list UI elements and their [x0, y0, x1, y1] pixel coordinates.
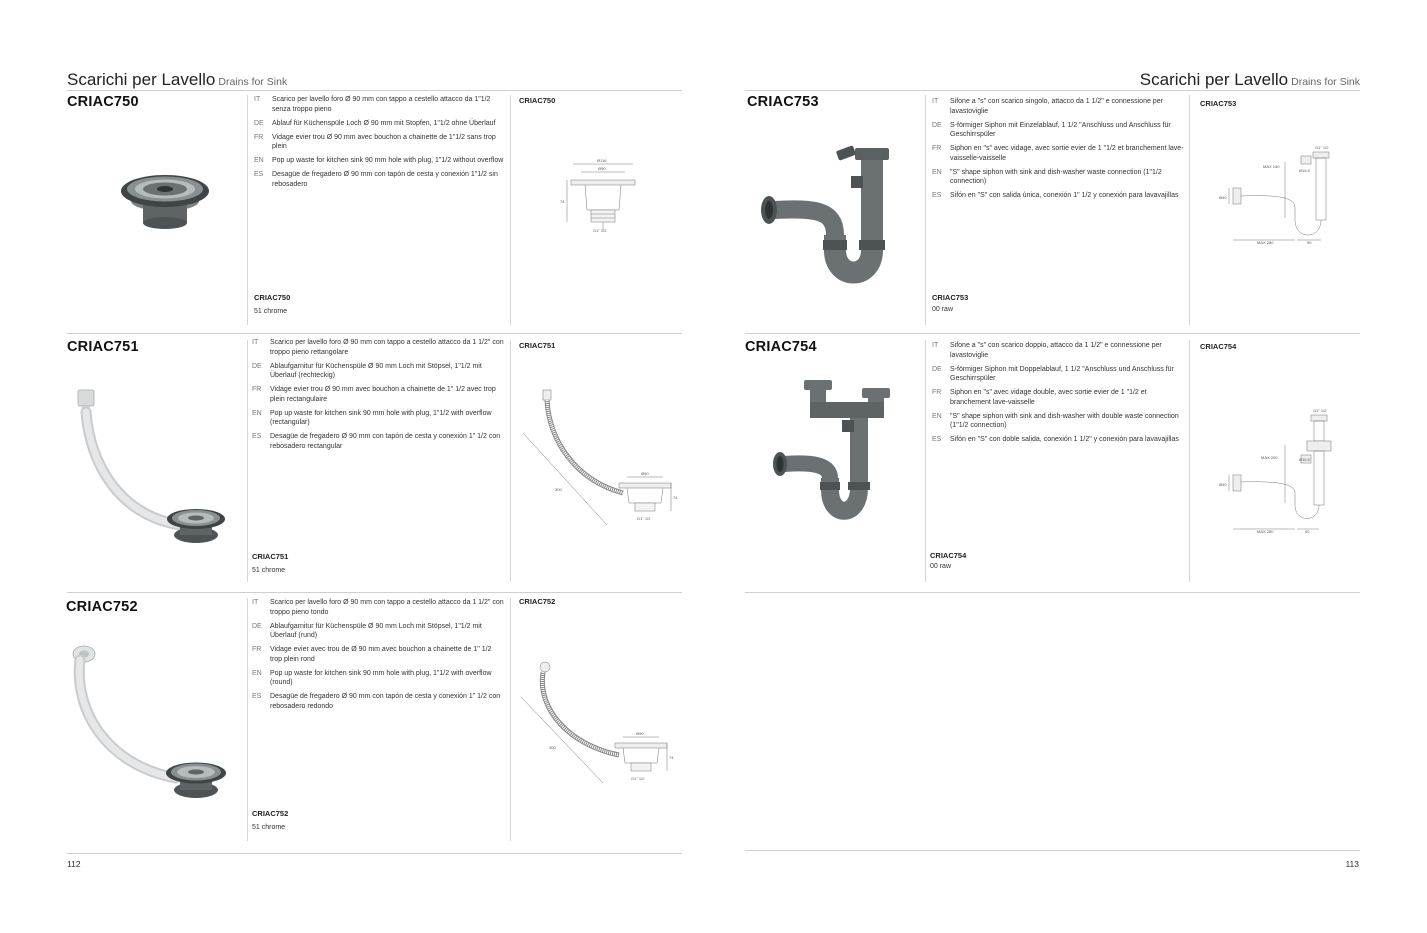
desc-text: S-förmiger Siphon mit Doppelablauf, 1 1/2 "Anschluss und Anschluss für Geschirrspüler: [950, 365, 1174, 383]
left-title-text: Scarichi per Lavello: [67, 70, 216, 89]
product-code-heading: CRIAC752: [66, 599, 138, 615]
column-divider: [925, 340, 926, 582]
desc-text: Desagüe de fregadero Ø 90 mm con tapón de cesta y conexión 1" 1/2 con rebosadero redondo: [270, 693, 501, 710]
right-footer-rule: [745, 850, 1360, 851]
desc-line: [932, 168, 1184, 187]
column-divider: [247, 598, 248, 841]
desc-text: Scarico per lavello foro Ø 90 mm con tappo a cestello attacco da 1 1/2" con troppo pieno tondo: [270, 599, 504, 616]
lang-code: IT: [252, 339, 259, 346]
product-code-label: CRIAC753: [932, 293, 969, 302]
dim-label: 74: [560, 199, 565, 204]
desc-line: [254, 170, 506, 189]
lang-code: DE: [252, 362, 262, 370]
dim-label: 74: [673, 495, 678, 500]
desc-line: [932, 388, 1184, 407]
product-description: [932, 97, 1184, 205]
row-divider: [745, 592, 1360, 593]
desc-line: [254, 95, 506, 114]
row-divider: [67, 592, 682, 593]
left-page-title: [67, 70, 287, 90]
desc-line: [254, 156, 506, 166]
lang-code: ES: [932, 436, 942, 444]
lang-code: IT: [254, 96, 261, 103]
dim-label: G1" 1/2: [1315, 145, 1329, 150]
dim-label: G1" 1/2: [1313, 408, 1327, 413]
desc-line: [252, 385, 504, 404]
desc-line: [252, 432, 504, 451]
product-photo-criac750: [115, 165, 215, 235]
dim-label: Ø16.5: [1299, 457, 1310, 462]
lang-code: IT: [932, 98, 939, 105]
desc-text: Ablaufgarnitur für Küchenspüle Ø 90 mm Loch mit Stöpsel, 1"1/2 mit Überlauf (rechteckig): [270, 362, 482, 380]
desc-text: "S" shape siphon with sink and dish-washer waste connection (1"1/2 connection): [950, 168, 1162, 186]
product-code-heading: CRIAC751: [67, 339, 139, 355]
left-footer-rule: [67, 853, 682, 854]
lang-code: IT: [932, 342, 939, 349]
product-description: [252, 338, 504, 456]
dim-label: MAX 280: [1257, 240, 1274, 245]
dim-label: 90: [1305, 529, 1310, 534]
desc-text: Ablauf für Küchenspüle Loch Ø 90 mm mit Stopfen, 1"1/2 ohne Überlauf: [272, 119, 496, 127]
desc-text: Sifón en "S" con doble salida, conexión 1 1/2" y conexión para lavavajillas: [950, 436, 1179, 444]
left-title-subtitle: Drains for Sink: [218, 76, 288, 88]
dim-label: Ø40: [1219, 482, 1227, 487]
desc-text: S-förmiger Siphon mit Einzelablauf, 1 1/2 "Anschluss und Anschluss für Geschirrspüler: [950, 121, 1171, 139]
drawing-code-label: CRIAC751: [519, 341, 556, 350]
right-header-rule: [745, 90, 1360, 91]
desc-line: [252, 362, 504, 381]
lang-code: DE: [252, 622, 262, 630]
dim-label: MAX 200: [1261, 455, 1278, 460]
product-code-label: CRIAC752: [252, 809, 289, 818]
lang-code: FR: [252, 646, 262, 654]
product-finish: 51 chrome: [254, 308, 288, 315]
product-photo-criac751: [70, 385, 235, 550]
row-divider: [745, 333, 1360, 334]
product-photo-criac754: [770, 378, 905, 528]
desc-text: Siphon en "s" avec vidage double, avec sortie evier de 1 "1/2 et branchement lave-vaisselle: [950, 389, 1147, 406]
column-divider: [925, 95, 926, 325]
row-divider: [67, 333, 682, 334]
desc-line: [932, 121, 1184, 140]
left-page-number: 112: [67, 859, 81, 869]
product-photo-criac752: [66, 640, 236, 805]
desc-line: [932, 144, 1184, 163]
lang-code: DE: [932, 365, 942, 373]
technical-drawing-criac753: [1215, 140, 1345, 250]
product-code-label: CRIAC751: [252, 552, 289, 561]
product-finish: 00 raw: [930, 563, 952, 570]
technical-drawing-criac754: [1215, 405, 1345, 535]
drawing-code-label: CRIAC750: [519, 96, 556, 105]
desc-text: Pop up waste for kitchen sink 90 mm hole with plug, 1"1/2 with overflow (rectangular): [270, 409, 492, 427]
column-divider: [510, 598, 511, 841]
lang-code: EN: [254, 157, 264, 165]
dim-label: G1" 1/2: [637, 516, 651, 521]
dim-label: MAX 150: [1263, 164, 1280, 169]
lang-code: ES: [252, 693, 262, 701]
desc-line: [252, 598, 504, 617]
lang-code: FR: [252, 386, 262, 394]
product-code-label: CRIAC754: [930, 551, 967, 560]
lang-code: EN: [252, 409, 262, 417]
product-finish: 51 chrome: [252, 567, 286, 574]
desc-line: [252, 692, 504, 711]
dim-label: G1" 1/2: [593, 228, 607, 233]
desc-line: [254, 133, 506, 152]
desc-text: Siphon en "s" avec vidage, avec sortie evier de 1 "1/2 et branchement lave-vaisselle-vaisselle: [950, 145, 1184, 162]
column-divider: [510, 340, 511, 582]
drawing-code-label: CRIAC754: [1200, 342, 1237, 351]
right-title-text: Scarichi per Lavello: [1139, 70, 1289, 89]
desc-text: Scarico per lavello foro Ø 90 mm con tappo a cestello attacco da 1 1/2" con troppo pieno rettangolare: [270, 339, 504, 356]
desc-text: Sifone a "s" con scarico doppio, attacco da 1 1/2" e connessione per lavastoviglie: [950, 342, 1162, 359]
desc-text: Pop up waste for kitchen sink 90 mm hole with plug, 1"1/2 without overflow: [272, 157, 504, 165]
dim-label: 300: [555, 487, 562, 492]
desc-line: [252, 622, 504, 641]
product-description: [932, 341, 1184, 449]
desc-text: Vidage evier trou Ø 90 mm avec bouchon a chainette de 1" 1/2 avec trop plein rectangulaire: [270, 386, 496, 403]
dim-label: MAX 280: [1257, 529, 1274, 534]
product-code-heading: CRIAC754: [745, 339, 817, 355]
column-divider: [1189, 340, 1190, 582]
technical-drawing-criac750: [555, 150, 645, 240]
lang-code: FR: [932, 145, 942, 153]
desc-line: [932, 97, 1184, 116]
dim-label: Ø90: [636, 731, 644, 736]
technical-drawing-criac752: [515, 655, 680, 790]
desc-line: [252, 338, 504, 357]
right-title-subtitle: Drains for Sink: [1291, 76, 1360, 88]
column-divider: [247, 340, 248, 582]
desc-line: [252, 645, 504, 664]
lang-code: FR: [254, 133, 264, 141]
desc-text: Sifone a "s" con scarico singolo, attacco da 1 1/2" e connessione per lavastoviglie: [950, 98, 1163, 115]
desc-text: Pop up waste for kitchen sink 90 mm hole with plug, 1"1/2 with overflow (round): [270, 669, 492, 687]
drawing-code-label: CRIAC753: [1200, 99, 1237, 108]
desc-line: [932, 435, 1184, 445]
desc-line: [932, 191, 1184, 201]
desc-line: [932, 341, 1184, 360]
desc-text: "S" shape siphon with sink and dish-washer with double waste connection (1"1/2 connection): [950, 412, 1179, 430]
dim-label: Ø90: [641, 471, 649, 476]
desc-line: [252, 409, 504, 428]
lang-code: IT: [252, 599, 259, 606]
dim-label: G1" 1/2: [631, 776, 645, 781]
product-description: [254, 95, 506, 194]
product-description: [252, 598, 504, 716]
lang-code: EN: [932, 168, 942, 176]
desc-line: [252, 669, 504, 688]
dim-label: Ø16.5: [1299, 168, 1310, 173]
desc-line: [254, 119, 506, 129]
desc-text: Ablaufgarnitur für Küchenspüle Ø 90 mm Loch mit Stöpsel, 1"1/2 mit Überlauf (rund): [270, 622, 482, 640]
dim-label: 74: [669, 755, 674, 760]
lang-code: EN: [252, 669, 262, 677]
dim-label: Ø90: [598, 166, 606, 171]
product-photo-criac753: [755, 140, 905, 290]
desc-text: Vidage evier avec trou de Ø 90 mm avec bouchon a chainette de 1" 1/2 trop plein rond: [270, 646, 492, 663]
lang-code: ES: [254, 171, 264, 179]
product-finish: 00 raw: [932, 306, 954, 313]
technical-drawing-criac751: [515, 385, 680, 530]
right-page-number: 113: [1345, 859, 1359, 869]
dim-label: Ø116: [597, 158, 607, 163]
product-code-heading: CRIAC753: [747, 94, 819, 110]
product-code-heading: CRIAC750: [67, 94, 139, 110]
desc-line: [932, 412, 1184, 431]
column-divider: [1189, 95, 1190, 325]
right-page-title: [1140, 70, 1360, 90]
lang-code: DE: [932, 121, 942, 129]
column-divider: [247, 95, 248, 325]
desc-text: Desagüe de fregadero Ø 90 mm con tapón de cesta y conexión 1"1/2 sin rebosadero: [272, 171, 498, 188]
lang-code: ES: [932, 192, 942, 200]
dim-label: Ø40: [1219, 195, 1227, 200]
lang-code: EN: [932, 412, 942, 420]
left-header-rule: [67, 90, 682, 91]
lang-code: DE: [254, 119, 264, 127]
desc-line: [932, 365, 1184, 384]
dim-label: 300: [549, 745, 556, 750]
lang-code: FR: [932, 389, 942, 397]
product-code-label: CRIAC750: [254, 293, 291, 302]
desc-text: Sifón en "S" con salida única, conexión 1" 1/2 y conexión para lavavajillas: [950, 192, 1179, 200]
desc-text: Desagüe de fregadero Ø 90 mm con tapón de cesta y conexión 1" 1/2 con rebosadero rectangular: [270, 433, 501, 450]
dim-label: 90: [1307, 240, 1312, 245]
lang-code: ES: [252, 433, 262, 441]
drawing-code-label: CRIAC752: [519, 597, 556, 606]
column-divider: [510, 95, 511, 325]
product-finish: 51 chrome: [252, 824, 286, 831]
desc-text: Vidage evier trou Ø 90 mm avec bouchon a chainette de 1"1/2 sans trop plein: [272, 133, 496, 151]
desc-text: Scarico per lavello foro Ø 90 mm con tappo a cestello attacco da 1"1/2 senza troppo pieno: [272, 96, 491, 113]
